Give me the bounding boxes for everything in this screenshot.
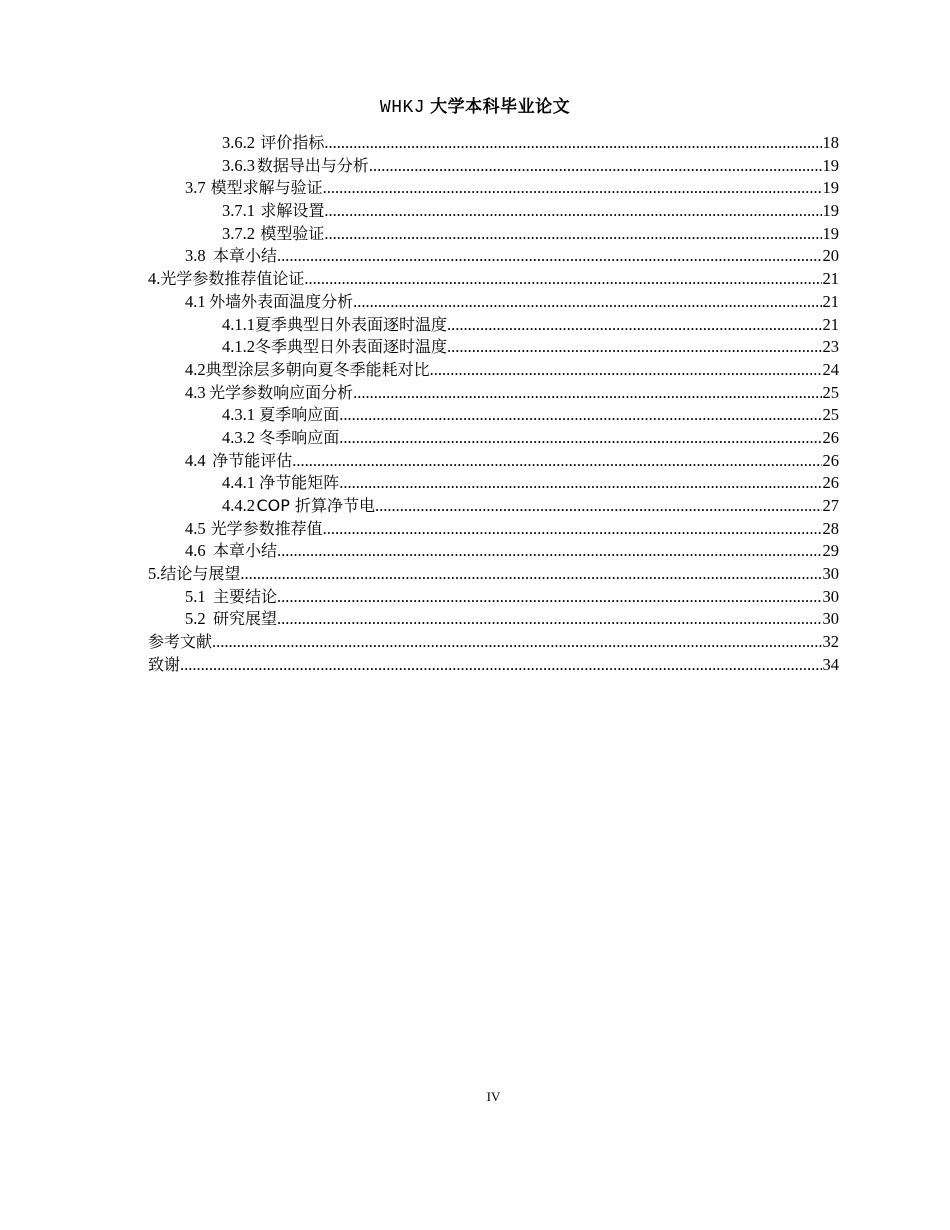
toc-entry-lead	[148, 291, 822, 314]
toc-entry-lead	[148, 359, 822, 382]
toc-entry[interactable]	[148, 200, 839, 223]
toc-entry[interactable]	[148, 155, 839, 178]
toc-entry-page: 25	[822, 382, 839, 402]
toc-entry-page: 21	[822, 269, 839, 289]
toc-entry-title: 求解设置	[260, 201, 325, 221]
toc-entry-page: 30	[822, 609, 839, 629]
toc-entry-title: 本章小结	[213, 541, 278, 561]
dot-leader	[339, 427, 821, 450]
dot-leader	[447, 336, 821, 359]
toc-entry-number: 4.3	[185, 382, 206, 402]
toc-entry-number: 4.2	[185, 359, 206, 379]
toc-entry-number: 3.7.1	[222, 201, 255, 221]
toc-entry-page: 20	[822, 246, 839, 266]
toc-entry-page: 28	[822, 518, 839, 538]
toc-entry[interactable]	[148, 177, 839, 200]
toc-entry-page: 25	[822, 405, 839, 425]
toc-entry[interactable]	[148, 245, 839, 268]
dot-leader	[447, 314, 821, 337]
toc-entry-number: 4.6	[185, 541, 206, 561]
toc-entry-title: 光学参数推荐值论证	[160, 269, 305, 289]
toc-entry-number: 4.3.1	[222, 405, 255, 425]
toc-entry-page: 32	[822, 632, 839, 652]
toc-entry-title: 模型求解与验证	[210, 178, 323, 198]
toc-entry[interactable]	[148, 268, 839, 291]
toc-entry-lead	[148, 631, 822, 654]
toc-entry-lead	[148, 654, 822, 677]
toc-entry-page: 26	[822, 450, 839, 470]
toc-entry-title: 研究展望	[213, 609, 278, 629]
header-cjk: 大学本科毕业论文	[430, 97, 571, 117]
toc-entry-page: 24	[822, 359, 839, 379]
toc-entry-title: 冬季典型日外表面逐时温度	[255, 337, 448, 357]
toc-entry-number: 4.1.1	[222, 314, 255, 334]
dot-leader	[430, 359, 822, 382]
toc-entry-number: 3.7.2	[222, 223, 255, 243]
dot-leader	[324, 132, 821, 155]
toc-entry[interactable]	[148, 223, 839, 246]
toc-entry-title: 数据导出与分析	[256, 155, 369, 175]
toc-entry-lead	[148, 336, 822, 359]
toc-entry-number: 5.1	[185, 586, 206, 606]
toc-entry-title: 参考文献	[148, 632, 213, 652]
toc-entry-title: 模型验证	[260, 223, 325, 243]
toc-entry-lead	[148, 177, 822, 200]
toc-entry-lead	[148, 540, 822, 563]
dot-leader	[277, 540, 821, 563]
dot-leader	[292, 450, 821, 473]
dot-leader	[353, 291, 821, 314]
toc-entry-page: 30	[822, 564, 839, 584]
toc-entry-page: 21	[822, 291, 839, 311]
toc-entry-lead	[148, 404, 822, 427]
toc-entry-page: 23	[822, 337, 839, 357]
table-of-contents	[148, 132, 839, 677]
toc-entry[interactable]	[148, 472, 839, 495]
toc-entry-number: 3.8	[185, 246, 206, 266]
toc-entry-number: 4.4	[185, 450, 206, 470]
toc-entry-number: 4.4.2	[222, 496, 255, 515]
toc-entry[interactable]	[148, 404, 839, 427]
toc-entry-title: 主要结论	[213, 586, 278, 606]
toc-entry-lead	[148, 608, 822, 631]
toc-entry-number: 3.6.2	[222, 133, 255, 152]
toc-entry-title: 本章小结	[213, 246, 278, 266]
dot-leader	[304, 268, 821, 291]
dot-leader	[180, 654, 821, 677]
toc-entry[interactable]	[148, 518, 839, 541]
toc-entry-page: 19	[822, 223, 839, 243]
dot-leader	[240, 563, 821, 586]
toc-entry-number: 4.5	[185, 518, 206, 538]
dot-leader	[324, 223, 821, 246]
dot-leader	[324, 200, 821, 223]
toc-entry-lead	[148, 314, 822, 337]
toc-entry-page: 26	[822, 427, 839, 447]
toc-entry-title: 夏季典型日外表面逐时温度	[255, 314, 448, 334]
toc-entry[interactable]	[148, 608, 839, 631]
toc-entry-page: 30	[822, 586, 839, 606]
dot-leader	[339, 404, 821, 427]
dot-leader	[375, 495, 822, 518]
toc-entry-page: 19	[822, 155, 839, 175]
toc-entry-lead	[148, 155, 822, 178]
toc-entry-title: 净节能评估	[212, 450, 293, 470]
toc-entry-title: 净节能矩阵	[259, 473, 340, 493]
toc-entry-number: 4.	[148, 269, 161, 289]
toc-entry-number: 5.	[148, 564, 161, 584]
toc-entry[interactable]	[148, 291, 839, 314]
toc-entry-page: 18	[822, 133, 839, 152]
toc-entry-title: 光学参数推荐值	[210, 518, 323, 538]
toc-entry-title: 评价指标	[260, 133, 325, 152]
toc-entry-number: 3.6.3	[222, 155, 255, 175]
toc-entry[interactable]	[148, 495, 839, 518]
toc-entry-number: 4.1.2	[222, 337, 255, 357]
toc-entry-page: 26	[822, 473, 839, 493]
toc-entry[interactable]	[148, 540, 839, 563]
toc-entry-lead	[148, 472, 822, 495]
dot-leader	[353, 382, 821, 405]
toc-entry-page: 19	[822, 201, 839, 221]
toc-entry-lead	[148, 245, 822, 268]
dot-leader	[277, 608, 821, 631]
toc-entry-page: 34	[822, 654, 839, 674]
dot-leader	[323, 518, 822, 541]
toc-entry[interactable]	[148, 336, 839, 359]
toc-entry-title: 外墙外表面温度分析	[209, 291, 354, 311]
toc-entry-title: 夏季响应面	[259, 405, 340, 425]
dot-leader	[277, 245, 821, 268]
toc-entry[interactable]	[148, 427, 839, 450]
toc-entry-title: 冬季响应面	[259, 427, 340, 447]
toc-entry-title: 光学参数响应面分析	[209, 382, 354, 402]
toc-entry-lead	[148, 563, 822, 586]
toc-entry-page: 19	[822, 178, 839, 198]
toc-entry[interactable]	[148, 382, 839, 405]
toc-entry-number: 4.4.1	[222, 473, 255, 493]
toc-entry-lead	[148, 450, 822, 473]
toc-entry-lead	[148, 200, 822, 223]
toc-entry[interactable]	[148, 586, 839, 609]
page-header	[0, 92, 950, 118]
toc-entry[interactable]	[148, 450, 839, 473]
dot-leader	[212, 631, 821, 654]
dot-leader	[277, 586, 821, 609]
toc-entry-title: COP 折算净节电	[256, 496, 375, 515]
dot-leader	[339, 472, 821, 495]
toc-entry-lead	[148, 132, 822, 155]
toc-entry[interactable]	[148, 631, 839, 654]
toc-entry-number: 5.2	[185, 609, 206, 629]
toc-entry-number: 4.3.2	[222, 427, 255, 447]
toc-entry-lead	[148, 495, 822, 518]
toc-entry-number: 4.1	[185, 291, 206, 311]
toc-entry-lead	[148, 382, 822, 405]
page-number: IV	[486, 1089, 501, 1104]
toc-entry-lead	[148, 427, 822, 450]
toc-entry-page: 21	[822, 314, 839, 334]
toc-entry-title: 致谢	[148, 654, 181, 674]
toc-entry[interactable]	[148, 314, 839, 337]
toc-entry-title: 结论与展望	[160, 564, 241, 584]
dot-leader	[323, 177, 822, 200]
toc-entry-page: 27	[822, 496, 839, 515]
toc-entry[interactable]	[148, 359, 839, 382]
dot-leader	[369, 155, 822, 178]
header-latin: WHKJ	[379, 98, 426, 118]
toc-entry-title: 典型涂层多朝向夏冬季能耗对比	[205, 359, 430, 379]
toc-entry[interactable]	[148, 132, 839, 155]
toc-entry-lead	[148, 586, 822, 609]
toc-entry[interactable]	[148, 563, 839, 586]
toc-entry-page: 29	[822, 541, 839, 561]
toc-entry-lead	[148, 268, 822, 291]
toc-entry-number: 3.7	[185, 178, 206, 198]
toc-entry[interactable]	[148, 654, 839, 677]
toc-entry-lead	[148, 223, 822, 246]
toc-entry-lead	[148, 518, 822, 541]
